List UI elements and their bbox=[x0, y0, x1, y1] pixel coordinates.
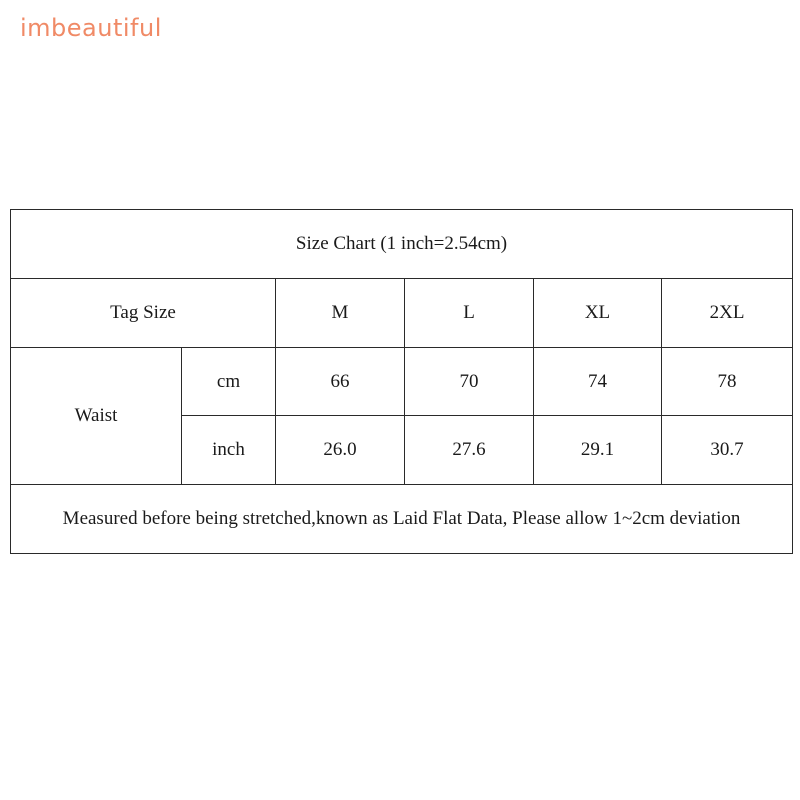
table-row bbox=[11, 348, 793, 416]
waist-inch-xl: 29.1 bbox=[534, 416, 662, 485]
waist-cm-xl: 74 bbox=[534, 348, 662, 416]
size-header-xl: XL bbox=[534, 279, 662, 348]
size-header-m: M bbox=[276, 279, 405, 348]
waist-cm-l: 70 bbox=[405, 348, 534, 416]
table-title-row bbox=[11, 210, 793, 279]
waist-inch-l: 27.6 bbox=[405, 416, 534, 485]
size-header-l: L bbox=[405, 279, 534, 348]
table-title: Size Chart (1 inch=2.54cm) bbox=[11, 210, 793, 279]
size-header-2xl: 2XL bbox=[662, 279, 793, 348]
waist-cm-m: 66 bbox=[276, 348, 405, 416]
tag-size-label: Tag Size bbox=[11, 279, 276, 348]
measure-label-waist: Waist bbox=[11, 348, 182, 485]
tag-size-row bbox=[11, 279, 793, 348]
unit-label-inch: inch bbox=[182, 416, 276, 485]
unit-label-cm: cm bbox=[182, 348, 276, 416]
waist-cm-2xl: 78 bbox=[662, 348, 793, 416]
brand-logo: imbeautiful bbox=[20, 14, 162, 42]
note-row bbox=[11, 485, 793, 554]
waist-inch-m: 26.0 bbox=[276, 416, 405, 485]
measurement-note: Measured before being stretched,known as Laid Flat Data, Please allow 1~2cm deviation bbox=[11, 485, 793, 554]
size-chart-table bbox=[10, 209, 793, 554]
waist-inch-2xl: 30.7 bbox=[662, 416, 793, 485]
